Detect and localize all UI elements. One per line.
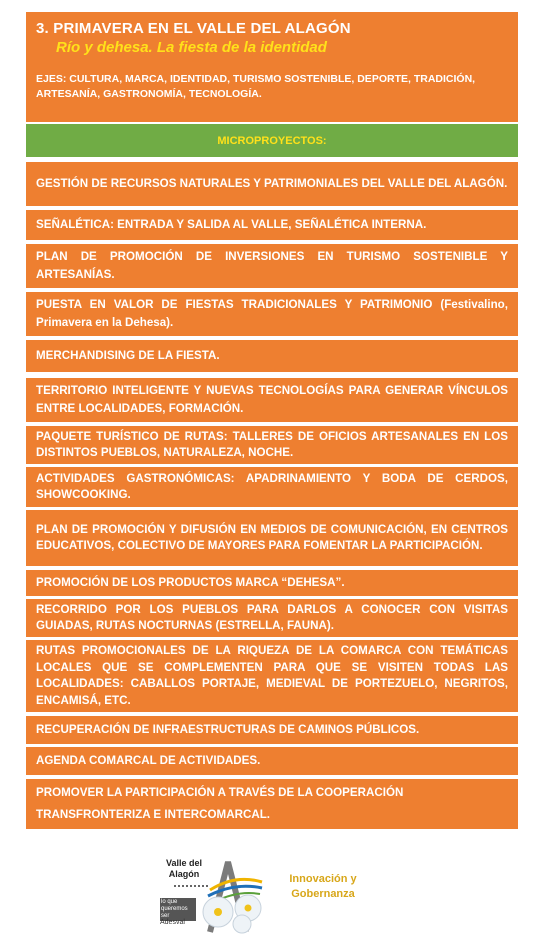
microproject-item: PLAN DE PROMOCIÓN DE INVERSIONES EN TURISMO SOSTENIBLE Y ARTESANÍAS. xyxy=(26,244,518,288)
innovation-label: Innovación y Gobernanza xyxy=(289,873,357,900)
microprojects-heading: MICROPROYECTOS: xyxy=(26,124,518,157)
microproject-item: PAQUETE TURÍSTICO DE RUTAS: TALLERES DE OFICIOS ARTESANALES EN LOS DISTINTOS PUEBLOS, NATURALEZA, NOCHE. xyxy=(26,426,518,464)
logo-name: Valle del Alagón xyxy=(165,858,203,879)
microproject-item: MERCHANDISING DE LA FIESTA. xyxy=(26,340,518,372)
axes-text: EJES: CULTURA, MARCA, IDENTIDAD, TURISMO SOSTENIBLE, DEPORTE, TRADICIÓN, ARTESANÍA, GASTRONOMÍA, TECNOLOGÍA. xyxy=(36,73,476,100)
logo-org: Adesval xyxy=(160,919,185,926)
microproject-item: RECUPERACIÓN DE INFRAESTRUCTURAS DE CAMINOS PÚBLICOS. xyxy=(26,716,518,744)
microproject-item: SEÑALÉTICA: ENTRADA Y SALIDA AL VALLE, SEÑALÉTICA INTERNA. xyxy=(26,210,518,240)
microproject-item: PROMOVER LA PARTICIPACIÓN A TRAVÉS DE LA COOPERACIÓN TRANSFRONTERIZA E INTERCOMARCAL. xyxy=(26,779,518,829)
microproject-item: RECORRIDO POR LOS PUEBLOS PARA DARLOS A CONOCER CON VISITAS GUIADAS, RUTAS NOCTURNAS (ESTRELLA, FAUNA). xyxy=(26,599,518,637)
microproject-item: TERRITORIO INTELIGENTE Y NUEVAS TECNOLOGÍAS PARA GENERAR VÍNCULOS ENTRE LOCALIDADES, FORMACIÓN. xyxy=(26,378,518,422)
section-title: 3. PRIMAVERA EN EL VALLE DEL ALAGÓN xyxy=(36,20,351,37)
microproject-item: GESTIÓN DE RECURSOS NATURALES Y PATRIMONIALES DEL VALLE DEL ALAGÓN. xyxy=(26,162,518,206)
microproject-item: ACTIVIDADES GASTRONÓMICAS: APADRINAMIENTO Y BODA DE CERDOS, SHOWCOOKING. xyxy=(26,467,518,507)
microproject-item: PUESTA EN VALOR DE FIESTAS TRADICIONALES Y PATRIMONIO (Festivalino, Primavera en la Dehesa). xyxy=(26,292,518,336)
section-header xyxy=(26,12,518,122)
microproject-item: PROMOCIÓN DE LOS PRODUCTOS MARCA “DEHESA”. xyxy=(26,570,518,596)
microproject-item: RUTAS PROMOCIONALES DE LA RIQUEZA DE LA COMARCA CON TEMÁTICAS LOCALES QUE SE COMPLEMENTEN PARA QUE SE VISITEN TODAS LAS LOCALIDADES: CABALLOS PORTAJE, MEDIEVAL DE PORTEZUELO, NEGRITOS, ENCAMISÁ, ETC. xyxy=(26,640,518,712)
microproject-item: AGENDA COMARCAL DE ACTIVIDADES. xyxy=(26,747,518,775)
microproject-item: PLAN DE PROMOCIÓN Y DIFUSIÓN EN MEDIOS DE COMUNICACIÓN, EN CENTROS EDUCATIVOS, COLECTIVO DE MAYORES PARA FOMENTAR LA PARTICIPACIÓN. xyxy=(26,510,518,566)
section-subtitle: Río y dehesa. La fiesta de la identidad xyxy=(56,39,327,56)
logo-tagline: lo que queremos ser xyxy=(160,898,196,921)
